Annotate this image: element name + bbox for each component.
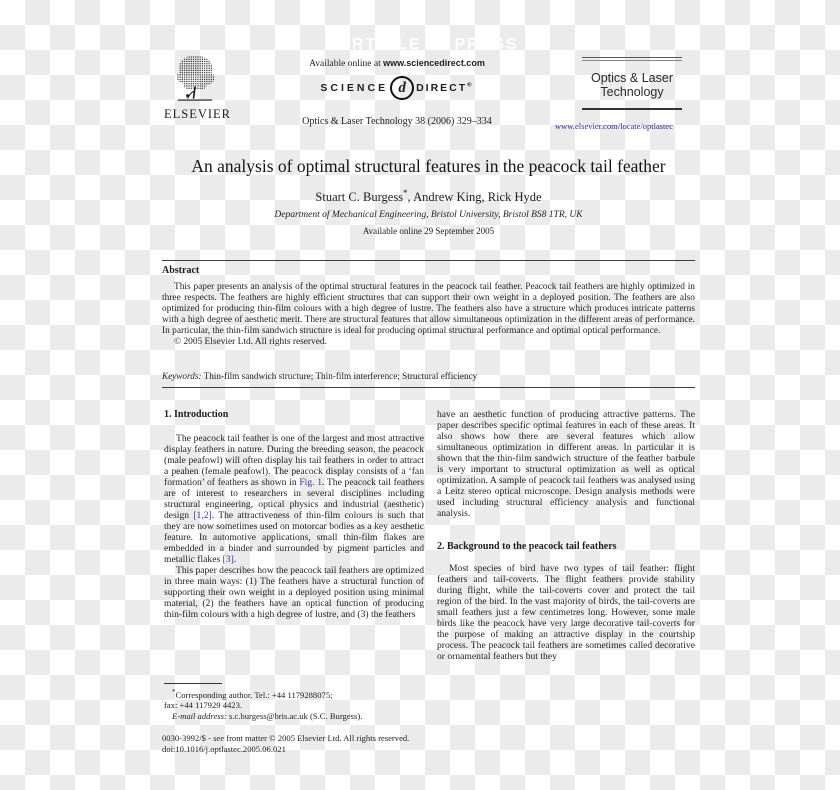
footnote-rule xyxy=(164,683,222,684)
available-online-text: Available online at xyxy=(309,59,384,69)
available-online-line xyxy=(237,58,557,69)
sciencedirect-url-link[interactable]: www.sciencedirect.com xyxy=(383,58,485,68)
available-online-date: Available online 29 September 2005 xyxy=(362,226,495,236)
article-in-press-banner: ARTICLE IN PRESS xyxy=(338,36,519,53)
abstract-paragraph: This paper presents an analysis of the optimal structural features in the peacock tail feather. Peacock tail feathers are highly optimized in three respects. The feathers are highly efficient structures that can support their own weight in a deployed position. The feathers are also optimized for producing thin-film colours with a high degree of lustre. The feathers also have a structure which produces intricate patterns with a high degree of aesthetic merit. There are structural features that allow simultaneous optimization in the different areas of performance. In particular, the thin-film sandwich structure is ideal for producing optimal structural performance and optimal optical performance. xyxy=(162,282,695,336)
right-column xyxy=(437,409,695,662)
intro-paragraph-2: This paper describes how the peacock tail feathers are optimized in three main ways: (1) The feathers have a structural function of supporting their own weight in a deployed position using minimal material, (2) the feathers have an optical function of producing thin-film colours with a high degree of lustre, and (3) the feathers xyxy=(164,565,424,620)
intro-paragraph-1: The peacock tail feather is one of the largest and most attractive display feathers in nature. During the breeding season, the peacock (male peafowl) will often display his tail feathers in order to attract a peahen (female peafowl). The peacock display consists of a ‘fan formation’ of feathers as shown in Fig. 1. The peacock tail feathers are of interest to researchers in several disciplines including structural engineering, optical physics and industrial (aesthetic) design [1,2]. The attractiveness of thin-film colours is such that they are now sometimes used on motorcar bodies as a key aesthetic feature. In automotive applications, small thin-film flakes are embedded in a binder and surrounded by pigment particles and metallic flakes [3]. xyxy=(164,433,424,565)
abstract-body xyxy=(162,282,695,348)
authors-line xyxy=(162,188,695,205)
right-paragraph-1: have an aesthetic function of producing attractive patterns. The paper describes specific optimal features in each of these areas. It also shows how there are several features which allow simultaneous optimization in different areas. In particular it is shown that the thin-film sandwich structure of the feather barbule is very important to structural optimization as well as optical optimization. A sample of peacock tail feathers was analysed using a Leitz stereo optical microscope. Design analysis methods were used including structural efficiency analysis and functional analysis. xyxy=(437,409,695,519)
footnote-tel-line: *Corresponding author. Tel.: +44 1179288075; xyxy=(172,688,333,700)
elsevier-tree-icon xyxy=(172,54,218,106)
journal-box-rule-top-1 xyxy=(582,57,682,58)
citation-link[interactable]: [3] xyxy=(222,554,234,565)
affiliation-line: Department of Mechanical Engineering, Bristol University, Bristol BS8 1TR, UK xyxy=(274,210,583,220)
registered-mark: ® xyxy=(467,82,474,89)
abstract-copyright: © 2005 Elsevier Ltd. All rights reserved. xyxy=(174,337,327,347)
authors-rest: , Andrew King, Rick Hyde xyxy=(407,190,542,205)
elsevier-logo-block xyxy=(164,54,232,122)
sciencedirect-logo xyxy=(237,76,557,100)
abstract-rule-bottom xyxy=(162,387,695,388)
footnote-star: * xyxy=(172,688,176,696)
citation-link[interactable]: [1,2] xyxy=(193,510,212,521)
email-label: E-mail address: xyxy=(172,710,227,721)
elsevier-locate-url-link[interactable]: www.elsevier.com/locate/optlastec xyxy=(555,121,673,131)
section-2-heading: 2. Background to the peacock tail feathers xyxy=(437,541,617,552)
citation-link[interactable]: Fig. 1 xyxy=(299,477,323,488)
elsevier-wordmark: ELSEVIER xyxy=(164,107,232,121)
email-address-link[interactable]: s.c.burgess@bris.ac.uk (S.C. Burgess). xyxy=(226,710,363,721)
corresponding-author-footnote xyxy=(164,683,424,721)
keywords-label: Keywords: xyxy=(162,371,202,381)
footnote-email-line xyxy=(164,711,424,722)
doi-line: doi:10.1016/j.optlastec.2005.06.021 xyxy=(162,744,286,754)
issn-copyright-line: 0030-3992/$ - see front matter © 2005 Elsevier Ltd. All rights reserved. xyxy=(162,733,410,743)
corresponding-author-star: * xyxy=(403,188,408,198)
journal-box-rule-bottom xyxy=(582,108,682,110)
footnote-fax-line: fax: +44 117929 4423. xyxy=(164,700,243,711)
journal-cover-box xyxy=(582,57,682,110)
author-burgess: Stuart C. Burgess xyxy=(315,190,404,205)
journal-footer xyxy=(162,733,695,755)
left-column xyxy=(164,409,424,620)
section-2-paragraph-1: Most species of bird have two types of tail feather: flight feathers and tail-coverts. The flight feathers provide stability during flight, while the tail-coverts cover and protect the tail region of the bird. In the vast majority of birds, the tail-coverts are small feathers just a few centimetres long. However, some male birds like the peacock have very large decorative tail-coverts for the purpose of making an attractive display in the courtship process. The peacock tail feathers are sometimes called decorative or ornamental feathers but they xyxy=(437,563,695,662)
keywords-line xyxy=(162,371,695,381)
section-1-heading: 1. Introduction xyxy=(164,409,229,420)
sciencedirect-science-text: SCIENCE xyxy=(320,82,389,94)
sciencedirect-direct-text: DIRECT® xyxy=(416,82,474,94)
keywords-text: Thin-film sandwich structure; Thin-film interference; Structural efficiency xyxy=(201,371,478,381)
paper-first-page xyxy=(162,0,695,790)
abstract-rule-top xyxy=(162,260,695,261)
journal-box-title: Optics & Laser Technology xyxy=(591,71,673,99)
abstract-heading: Abstract xyxy=(162,265,200,276)
journal-citation: Optics & Laser Technology 38 (2006) 329–334 xyxy=(302,116,492,127)
page-title: An analysis of optimal structural features in the peacock tail feather xyxy=(191,156,666,176)
sciencedirect-d-icon: d xyxy=(390,76,414,100)
